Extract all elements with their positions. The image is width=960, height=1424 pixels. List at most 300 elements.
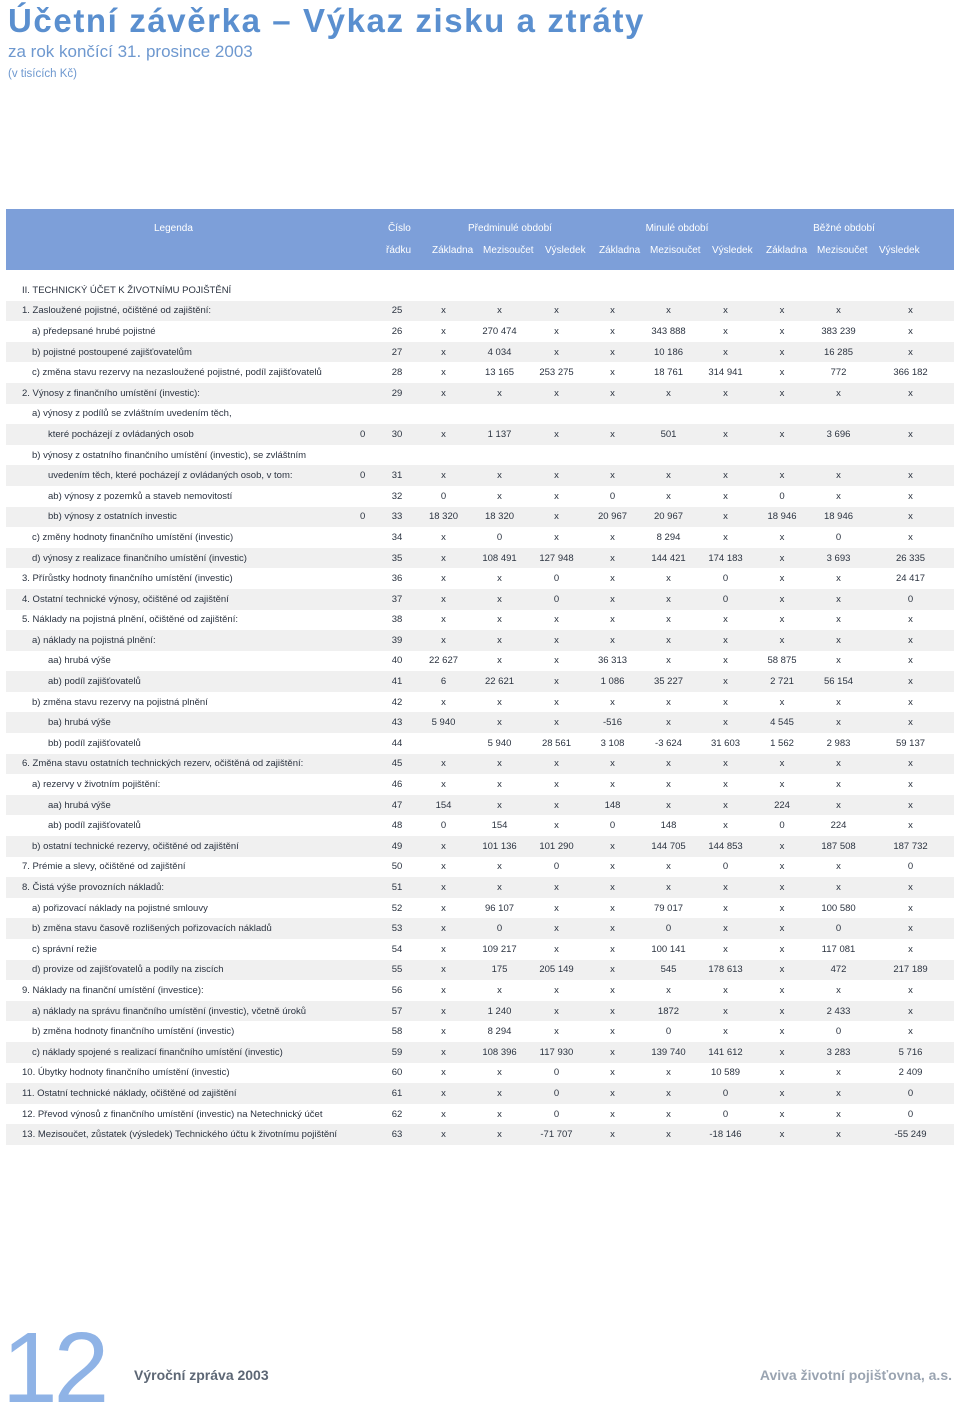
value-cell: x	[441, 552, 446, 564]
value-cell: x	[723, 799, 728, 811]
row-flag	[360, 1001, 378, 1022]
value-cell: x	[723, 346, 728, 358]
row-label: 1. Zasloužené pojistné, očištěné od zajištění:	[22, 305, 212, 317]
row-flag	[360, 301, 378, 322]
value-cell: x	[723, 696, 728, 708]
value-cell: x	[554, 820, 559, 832]
value-cell: 224	[830, 820, 847, 832]
value-cell	[528, 445, 585, 466]
value-cell: x	[666, 1067, 671, 1079]
value-cell: x	[554, 984, 559, 996]
value-cell: 0	[907, 861, 914, 873]
row-number: 52	[391, 902, 403, 914]
value-cell: x	[779, 634, 785, 646]
value-cell: x	[836, 1067, 841, 1079]
table-row	[6, 630, 954, 651]
value-cell: x	[441, 758, 446, 770]
header-period-1: Předminulé období	[468, 223, 552, 234]
value-cell: 253 275	[539, 367, 574, 379]
value-cell: 2 983	[826, 737, 851, 749]
value-cell: x	[666, 1129, 671, 1141]
value-cell: x	[666, 758, 671, 770]
value-cell: 144 853	[708, 840, 743, 852]
value-cell: x	[666, 882, 671, 894]
value-cell: x	[441, 1026, 446, 1038]
value-cell: 154	[491, 820, 508, 832]
value-cell	[585, 404, 640, 425]
value-cell: x	[836, 696, 841, 708]
value-cell	[810, 445, 867, 466]
value-cell: x	[723, 305, 728, 317]
value-cell: x	[723, 490, 728, 502]
table-row	[6, 651, 954, 672]
value-cell: x	[908, 820, 913, 832]
value-cell: x	[554, 614, 559, 626]
value-cell: x	[908, 943, 913, 955]
row-flag	[360, 980, 378, 1001]
table-row	[6, 301, 954, 322]
value-cell: 100 580	[821, 902, 856, 914]
value-cell: x	[497, 634, 502, 646]
value-cell: 187 732	[893, 840, 928, 852]
value-cell: x	[723, 1026, 728, 1038]
value-cell: x	[497, 882, 502, 894]
value-cell: x	[554, 428, 559, 440]
value-cell: 0	[553, 1087, 560, 1099]
table-row	[6, 857, 954, 878]
value-cell: x	[497, 799, 502, 811]
row-flag	[360, 383, 378, 404]
row-label: a) výnosy z podílů se zvláštním uvedením těch,	[32, 408, 232, 420]
value-cell: x	[723, 717, 728, 729]
value-cell: x	[610, 923, 615, 935]
value-cell: x	[441, 1067, 446, 1079]
value-cell: x	[554, 325, 559, 337]
value-cell: x	[779, 1046, 785, 1058]
value-cell: 343 888	[651, 325, 686, 337]
row-number: 31	[391, 470, 403, 482]
table-row	[6, 383, 954, 404]
value-cell	[754, 445, 810, 466]
value-cell: 0	[779, 820, 785, 832]
row-flag: 0	[360, 428, 366, 440]
value-cell: 366 182	[893, 367, 928, 379]
value-cell	[697, 445, 754, 466]
value-cell: x	[441, 984, 446, 996]
value-cell: x	[723, 614, 728, 626]
value-cell: 144 705	[651, 840, 686, 852]
table-row	[6, 671, 954, 692]
value-cell: x	[497, 490, 502, 502]
value-cell: x	[554, 1005, 559, 1017]
value-cell: x	[666, 984, 671, 996]
value-cell: 0	[496, 531, 503, 543]
value-cell: x	[554, 655, 559, 667]
value-cell: x	[779, 779, 785, 791]
value-cell: 5 716	[898, 1046, 923, 1058]
row-flag: 0	[360, 470, 366, 482]
value-cell	[471, 404, 528, 425]
value-cell: x	[497, 1087, 502, 1099]
value-cell: 270 474	[482, 325, 517, 337]
value-cell: x	[497, 614, 502, 626]
value-cell: x	[723, 387, 728, 399]
value-cell: x	[908, 470, 913, 482]
value-cell: 2 433	[826, 1005, 851, 1017]
value-cell: x	[908, 799, 913, 811]
value-cell: x	[610, 1108, 615, 1120]
value-cell: x	[908, 923, 913, 935]
value-cell: x	[441, 470, 446, 482]
value-cell: x	[441, 573, 446, 585]
table-row	[6, 321, 954, 342]
value-cell: 0	[440, 820, 447, 832]
table-header	[6, 209, 954, 270]
value-cell: x	[723, 470, 728, 482]
value-cell	[585, 445, 640, 466]
value-cell: 109 217	[482, 943, 517, 955]
value-cell: x	[610, 470, 615, 482]
row-number: 46	[391, 779, 403, 791]
value-cell: x	[497, 861, 502, 873]
row-label: ab) podíl zajišťovatelů	[48, 820, 141, 832]
value-cell: x	[836, 779, 841, 791]
value-cell	[867, 404, 954, 425]
table-row	[6, 568, 954, 589]
row-number: 32	[391, 490, 403, 502]
value-cell: x	[610, 882, 615, 894]
table-row	[6, 836, 954, 857]
row-number: 53	[391, 923, 403, 935]
value-cell: 58 875	[767, 655, 797, 667]
value-cell: x	[779, 902, 785, 914]
row-label: c) náklady spojené s realizací finančního umístění (investic)	[32, 1046, 283, 1058]
value-cell: x	[908, 717, 913, 729]
value-cell: x	[666, 861, 671, 873]
value-cell: x	[779, 943, 785, 955]
table-row	[6, 610, 954, 631]
header-period-2: Minulé období	[645, 223, 709, 234]
value-cell: 20 967	[653, 511, 684, 523]
value-cell: x	[779, 1108, 785, 1120]
value-cell	[810, 404, 867, 425]
value-cell: x	[779, 305, 785, 317]
value-cell: x	[779, 470, 785, 482]
table-row	[6, 960, 954, 981]
value-cell: 56 154	[823, 676, 854, 688]
value-cell: x	[908, 325, 913, 337]
value-cell: x	[610, 614, 615, 626]
row-number: 55	[391, 964, 403, 976]
row-flag	[360, 1063, 378, 1084]
table-row	[6, 1021, 954, 1042]
value-cell: 8 294	[487, 1026, 512, 1038]
value-cell: x	[666, 717, 671, 729]
value-cell: x	[908, 511, 913, 523]
value-cell: x	[723, 676, 728, 688]
value-cell	[416, 404, 471, 425]
value-cell: 18 320	[428, 511, 459, 523]
value-cell: x	[908, 779, 913, 791]
value-cell: 108 396	[482, 1046, 517, 1058]
row-label: 4. Ostatní technické výnosy, očištěné od zajištění	[22, 593, 229, 605]
value-cell	[640, 445, 697, 466]
value-cell: 0	[722, 593, 729, 605]
value-cell	[867, 445, 954, 466]
value-cell: x	[908, 676, 913, 688]
value-cell: x	[441, 593, 446, 605]
row-number: 38	[391, 614, 403, 626]
row-flag	[360, 630, 378, 651]
value-cell: 36 313	[597, 655, 628, 667]
value-cell: x	[441, 387, 446, 399]
value-cell: x	[908, 346, 913, 358]
value-cell: 0	[835, 531, 842, 543]
value-cell: x	[836, 387, 841, 399]
row-number: 54	[391, 943, 403, 955]
row-flag	[360, 692, 378, 713]
value-cell: 148	[604, 799, 621, 811]
row-label: a) náklady na správu finančního umístění (investic), včetně úroků	[32, 1005, 307, 1017]
value-cell: x	[497, 1067, 502, 1079]
value-cell: 174 183	[708, 552, 743, 564]
value-cell	[697, 404, 754, 425]
value-cell: x	[441, 923, 446, 935]
value-cell: 22 621	[484, 676, 515, 688]
row-flag	[360, 939, 378, 960]
value-cell: x	[836, 634, 841, 646]
value-cell: 13 165	[484, 367, 515, 379]
value-cell: 0	[722, 573, 729, 585]
value-cell: x	[610, 325, 615, 337]
value-cell: x	[666, 1108, 671, 1120]
value-cell: x	[779, 696, 785, 708]
value-cell: x	[666, 696, 671, 708]
value-cell: x	[908, 531, 913, 543]
value-cell: 0	[553, 1067, 560, 1079]
value-cell: 0	[779, 490, 785, 502]
value-cell: x	[441, 346, 446, 358]
value-cell: x	[779, 593, 785, 605]
value-cell: x	[441, 1046, 446, 1058]
value-cell: -3 624	[655, 737, 682, 749]
value-cell: x	[610, 902, 615, 914]
row-label: 2. Výnosy z finančního umístění (investic):	[22, 387, 200, 399]
value-cell: x	[723, 820, 728, 832]
row-flag	[360, 857, 378, 878]
value-cell: x	[610, 593, 615, 605]
value-cell: x	[779, 1067, 785, 1079]
row-number: 58	[391, 1026, 403, 1038]
row-label: d) provize od zajišťovatelů a podíly na ziscích	[32, 964, 224, 976]
company-name: Aviva životní pojišťovna, a.s.	[759, 1367, 952, 1383]
row-label: b) pojistné postoupené zajišťovatelům	[32, 346, 192, 358]
table-row	[6, 774, 954, 795]
value-cell: 0	[907, 1108, 914, 1120]
table-row	[6, 815, 954, 836]
value-cell: 154	[435, 799, 452, 811]
value-cell: x	[836, 490, 841, 502]
value-cell: 28 561	[541, 737, 572, 749]
value-cell: x	[908, 1005, 913, 1017]
value-cell: 0	[553, 861, 560, 873]
value-cell: x	[441, 305, 446, 317]
value-cell: x	[723, 655, 728, 667]
value-cell: x	[554, 387, 559, 399]
table-row	[6, 589, 954, 610]
table-row	[6, 548, 954, 569]
table-row	[6, 877, 954, 898]
value-cell: 1872	[657, 1005, 680, 1017]
value-cell: x	[441, 634, 446, 646]
row-number	[378, 404, 416, 425]
row-number: 63	[391, 1129, 403, 1141]
row-number: 27	[391, 346, 403, 358]
page-subtitle: za rok končící 31. prosince 2003	[8, 42, 253, 61]
row-label: ab) výnosy z pozemků a staveb nemovitostí	[48, 490, 233, 502]
value-cell: x	[497, 573, 502, 585]
header-p3-basis: Základna	[766, 245, 808, 256]
value-cell: x	[497, 717, 502, 729]
value-cell: x	[836, 470, 841, 482]
value-cell: 0	[665, 923, 672, 935]
value-cell: x	[441, 1087, 446, 1099]
row-number: 60	[391, 1067, 403, 1079]
value-cell: x	[779, 346, 785, 358]
value-cell: x	[908, 984, 913, 996]
value-cell: 139 740	[651, 1046, 686, 1058]
value-cell: x	[779, 552, 785, 564]
value-cell: x	[836, 655, 841, 667]
row-flag	[360, 280, 378, 301]
value-cell: x	[610, 305, 615, 317]
value-cell: x	[779, 387, 785, 399]
row-number: 35	[391, 552, 403, 564]
row-number: 48	[391, 820, 403, 832]
value-cell: 117 081	[821, 943, 856, 955]
value-cell	[471, 280, 528, 301]
row-flag	[360, 815, 378, 836]
value-cell: x	[610, 1046, 615, 1058]
value-cell: x	[666, 655, 671, 667]
value-cell: x	[610, 943, 615, 955]
value-cell: x	[836, 1129, 841, 1141]
row-flag	[360, 1021, 378, 1042]
row-label: c) změna stavu rezervy na nezasloužené pojistné, podíl zajišťovatelů	[32, 367, 322, 379]
row-flag: 0	[360, 511, 366, 523]
value-cell: 314 941	[708, 367, 743, 379]
value-cell: x	[441, 840, 446, 852]
table-row	[6, 1001, 954, 1022]
page-title: Účetní závěrka – Výkaz zisku a ztráty	[8, 2, 646, 39]
row-label: II. TECHNICKÝ ÚČET K ŽIVOTNÍMU POJIŠTĚNÍ	[22, 284, 232, 296]
row-label: a) náklady na pojistná plnění:	[32, 634, 156, 646]
row-flag	[360, 1104, 378, 1125]
table-row	[6, 795, 954, 816]
value-cell: 545	[660, 964, 677, 976]
table-row	[6, 362, 954, 383]
value-cell: 16 285	[823, 346, 854, 358]
value-cell: 108 491	[482, 552, 517, 564]
value-cell: x	[723, 758, 728, 770]
value-cell: x	[497, 696, 502, 708]
value-cell: 8 294	[656, 531, 681, 543]
row-flag	[360, 342, 378, 363]
value-cell	[640, 404, 697, 425]
header-p3-subtotal: Mezisoučet	[817, 245, 868, 256]
table-row	[6, 980, 954, 1001]
table-row	[6, 342, 954, 363]
row-flag	[360, 589, 378, 610]
value-cell: x	[554, 799, 559, 811]
row-label: 7. Prémie a slevy, očištěné od zajištění	[22, 861, 186, 873]
value-cell: 18 946	[823, 511, 854, 523]
row-label: 5. Náklady na pojistná plnění, očištěné od zajištění:	[22, 614, 238, 626]
value-cell: 3 693	[826, 552, 851, 564]
row-flag	[360, 836, 378, 857]
value-cell: 224	[774, 799, 790, 811]
value-cell: x	[441, 1129, 446, 1141]
row-label: aa) hrubá výše	[48, 799, 111, 811]
value-cell: x	[441, 882, 446, 894]
value-cell: x	[779, 1087, 785, 1099]
row-flag	[360, 610, 378, 631]
income-statement-table	[6, 280, 954, 1145]
row-number: 26	[391, 325, 403, 337]
value-cell: x	[723, 531, 728, 543]
row-label: b) ostatní technické rezervy, očištěné od zajištění	[32, 840, 239, 852]
row-number: 41	[391, 676, 403, 688]
value-cell: 127 948	[539, 552, 574, 564]
row-number: 51	[391, 882, 403, 894]
table-row	[6, 733, 954, 754]
row-flag	[360, 1042, 378, 1063]
row-label: bb) výnosy z ostatních investic	[48, 511, 177, 523]
value-cell: 6	[440, 676, 447, 688]
row-flag	[360, 568, 378, 589]
value-cell: 178 613	[708, 964, 743, 976]
row-label: c) správní režie	[32, 943, 97, 955]
value-cell: x	[908, 696, 913, 708]
row-flag	[360, 671, 378, 692]
value-cell: x	[908, 428, 913, 440]
value-cell: x	[779, 573, 785, 585]
value-cell: 31 603	[710, 737, 741, 749]
row-label: d) výnosy z realizace finančního umístění (investic)	[32, 552, 247, 564]
value-cell: 144 421	[651, 552, 686, 564]
row-flag	[360, 486, 378, 507]
value-cell: 187 508	[821, 840, 856, 852]
value-cell: x	[779, 428, 785, 440]
row-label: 10. Úbytky hodnoty finančního umístění (investic)	[22, 1067, 230, 1079]
header-row-number-bottom: řádku	[386, 245, 412, 256]
table-row	[6, 486, 954, 507]
value-cell: x	[610, 779, 615, 791]
value-cell: 20 967	[597, 511, 628, 523]
value-cell: x	[554, 676, 559, 688]
row-label: 6. Změna stavu ostatních technických rezerv, očištěná od zajištění:	[22, 758, 304, 770]
value-cell: x	[723, 1005, 728, 1017]
row-label: a) pořizovací náklady na pojistné smlouvy	[32, 902, 208, 914]
value-cell	[754, 404, 810, 425]
row-number: 61	[391, 1087, 403, 1099]
value-cell: x	[497, 1129, 502, 1141]
value-cell: x	[610, 964, 615, 976]
row-number: 39	[391, 634, 403, 646]
table-row	[6, 1083, 954, 1104]
table-row	[6, 898, 954, 919]
value-cell: 10 589	[710, 1067, 741, 1079]
